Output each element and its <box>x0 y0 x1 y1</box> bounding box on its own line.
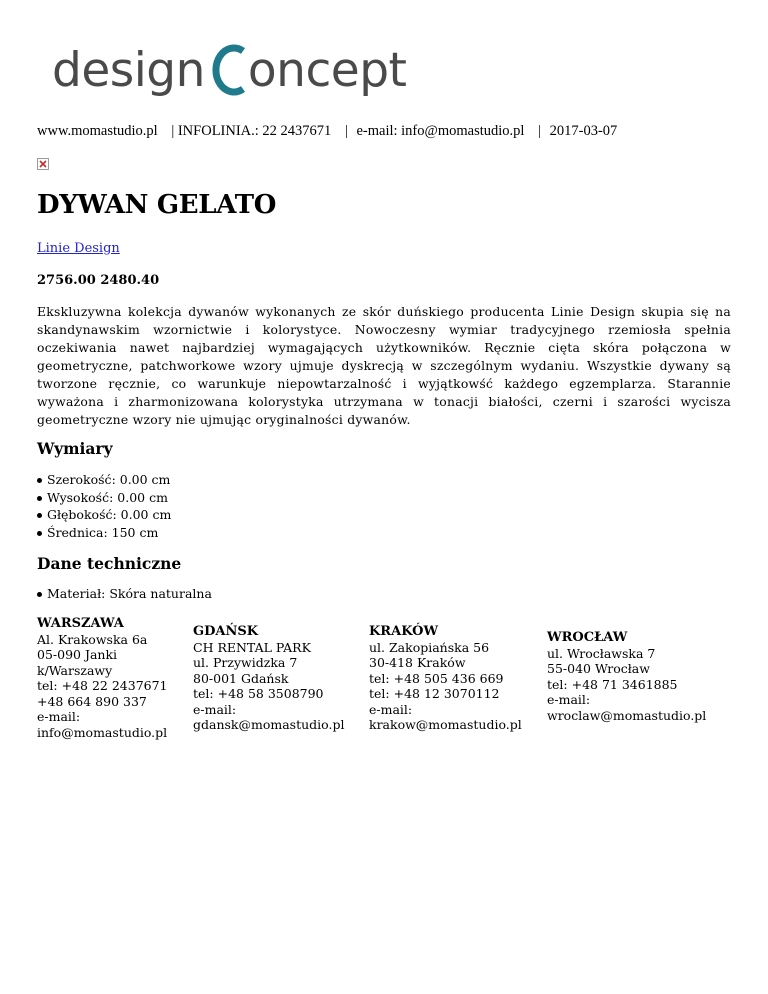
branch-email[interactable]: krakow@momastudio.pl <box>369 717 522 732</box>
branch-line: e-mail: <box>547 692 591 707</box>
branch-line: ul. Zakopiańska 56 <box>369 639 490 655</box>
branch-phone: +48 664 890 337 <box>37 693 147 709</box>
branch-phone: tel: +48 71 3461885 <box>547 676 678 692</box>
branch-line: 55-040 Wrocław <box>547 661 650 676</box>
list-item: Średnica: 150 cm <box>37 524 171 542</box>
logo-c-mark-icon <box>207 41 247 99</box>
branch-krakow <box>369 624 522 733</box>
designconcept-logo[interactable] <box>52 38 406 102</box>
infolinia-text: | INFOLINIA.: 22 2437671 <box>171 123 332 139</box>
logo-text-right: oncept <box>247 42 407 98</box>
branch-email[interactable]: info@momastudio.pl <box>37 724 168 740</box>
list-item: Głębokość: 0.00 cm <box>37 506 171 524</box>
header-separator: | <box>344 123 348 139</box>
branch-line: e-mail: <box>369 701 413 717</box>
branch-email[interactable]: gdansk@momastudio.pl <box>193 717 345 732</box>
header-email[interactable]: e-mail: info@momastudio.pl <box>356 123 525 139</box>
technical-list <box>37 585 212 603</box>
branch-line: 30-418 Kraków <box>369 655 466 670</box>
technical-heading: Dane techniczne <box>37 554 182 573</box>
branch-name: WROCŁAW <box>547 630 628 645</box>
list-item: Szerokość: 0.00 cm <box>37 471 171 489</box>
website-link[interactable]: www.momastudio.pl <box>37 123 158 139</box>
branch-line: k/Warszawy <box>37 662 113 678</box>
dimensions-heading: Wymiary <box>37 439 113 458</box>
branch-phone: tel: +48 22 2437671 <box>37 678 168 693</box>
branch-email[interactable]: wroclaw@momastudio.pl <box>547 707 707 723</box>
list-item: Wysokość: 0.00 cm <box>37 489 171 507</box>
branch-wroclaw <box>547 630 706 723</box>
branch-warszawa <box>37 616 177 740</box>
broken-image-icon <box>37 158 49 170</box>
branch-phone: tel: +48 505 436 669 <box>369 670 504 686</box>
logo-text-left: design <box>52 42 205 98</box>
header-separator: | <box>538 123 541 139</box>
dimensions-list <box>37 471 171 541</box>
header-date: 2017-03-07 <box>549 123 618 139</box>
list-item: Materiał: Skóra naturalna <box>37 585 212 603</box>
header-contact-line <box>37 123 617 140</box>
branch-gdansk <box>193 624 344 733</box>
branch-line: ul. Wrocławska 7 <box>547 645 656 661</box>
brand-link[interactable]: Linie Design <box>37 241 120 256</box>
branch-name: GDAŃSK <box>193 624 259 639</box>
branch-line: ul. Przywidzka 7 <box>193 655 298 670</box>
branch-line: e-mail: <box>37 709 81 724</box>
branch-name: WARSZAWA <box>37 616 124 631</box>
branch-phone: tel: +48 12 3070112 <box>369 686 500 701</box>
product-title: DYWAN GELATO <box>37 190 277 220</box>
branch-line: Al. Krakowska 6a <box>37 631 148 647</box>
branch-line: 05-090 Janki <box>37 647 118 662</box>
branch-line: e-mail: <box>193 701 237 717</box>
product-description: Ekskluzywna kolekcja dywanów wykonanych ze skór duńskiego producenta Linie Design skupia się na skandynawskim wzornictwie i kolorystyce. Nowoczesny wymiar tradycyjnego rzemiosła spełnia oczekiwania nawet najbardziej wymagających użytkowników. Ręcznie cięta skóra połączona w geometryczne, patchworkowe wzory ujmuje dyskrecją w szczególnym wydaniu. Wszystkie dywany są tworzone ręcznie, co warunkuje niepowtarzalność i wyjątkowść każdego egzemplarza. Starannie wyważona i zharmonizowana kolorystyka utrzymana w tonacji białości, czerni i szarości wycisza geometryczne wzory nie ujmując oryginalności dywanów. <box>37 304 731 427</box>
branch-line: 80-001 Gdańsk <box>193 670 289 686</box>
branch-line: CH RENTAL PARK <box>193 639 311 655</box>
branch-name: KRAKÓW <box>369 624 439 639</box>
branch-phone: tel: +48 58 3508790 <box>193 686 324 701</box>
product-price: 2756.00 2480.40 <box>37 273 160 288</box>
